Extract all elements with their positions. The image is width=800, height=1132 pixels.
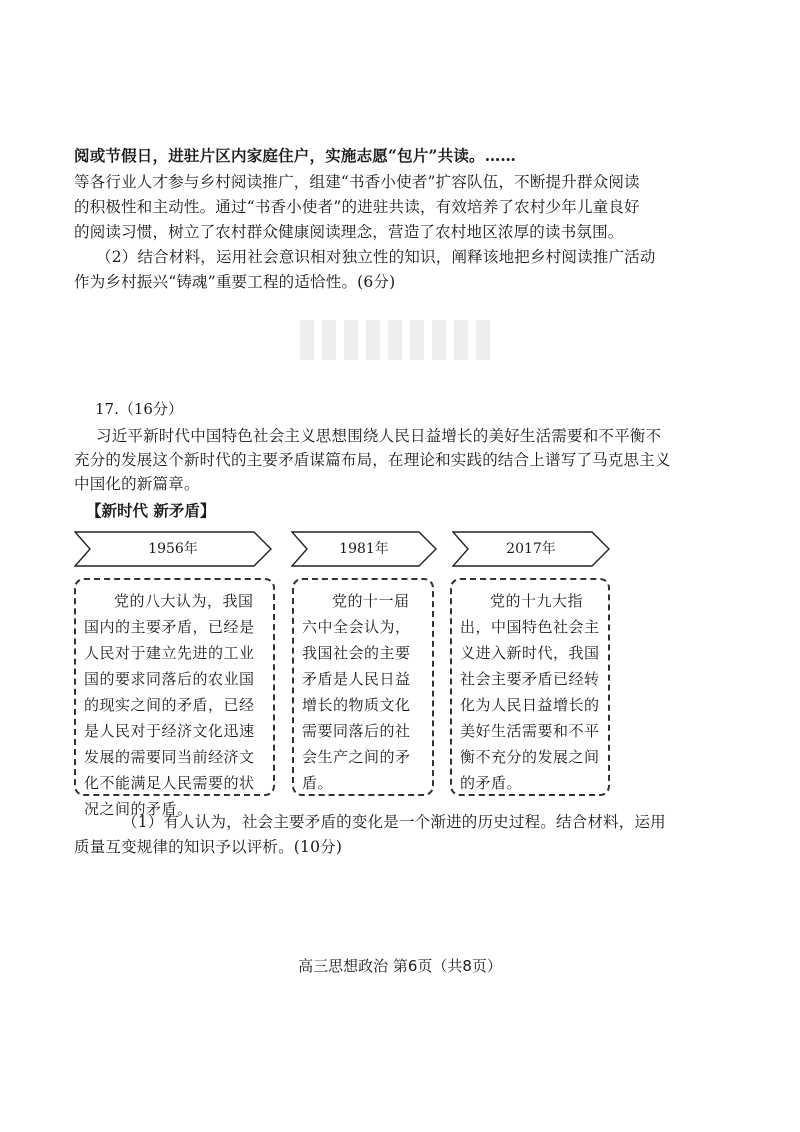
question-17-number: 17.（16分） <box>95 400 183 418</box>
timeline-arrow-1956 <box>74 531 272 567</box>
question-2-line-2: 作为乡村振兴“铸魂”重要工程的适恰性。(6分) <box>74 273 396 291</box>
page-footer: 高三思想政治 第6页（共8页） <box>298 957 502 975</box>
intro-line-2: 等各行业人才参与乡村阅读推广，组建“书香小使者”扩容队伍，不断提升群众阅读 <box>74 173 640 191</box>
timeline-year-1981: 1981年 <box>339 541 389 557</box>
timeline-box-1956 <box>74 578 275 818</box>
question-2-line-1: （2）结合材料，运用社会意识相对独立性的知识，阐释该地把乡村阅读推广活动 <box>96 248 656 266</box>
bleed-through-mark <box>300 320 490 360</box>
q17-intro-line-1: 习近平新时代中国特色社会主义思想围绕人民日益增长的美好生活需要和不平衡不 <box>96 427 662 445</box>
intro-line-3: 的积极性和主动性。通过“书香小使者”的进驻共读，有效培养了农村少年儿童良好 <box>74 198 640 216</box>
q17-intro-line-2: 充分的发展这个新时代的主要矛盾谋篇布局，在理论和实践的结合上谱写了马克思主义 <box>74 451 671 469</box>
timeline-year-1956: 1956年 <box>148 541 198 557</box>
section-label: 【新时代 新矛盾】 <box>86 501 216 520</box>
intro-line-4: 的阅读习惯，树立了农村群众健康阅读理念，营造了农村地区浓厚的读书氛围。 <box>74 223 624 241</box>
q17-intro-line-3: 中国化的新篇章。 <box>74 475 200 493</box>
timeline-text-1981: 党的十一届六中全会认为，我国社会的主要矛盾是人民日益增长的物质文化需要同落后的社会生产之间的矛盾。 <box>302 592 411 792</box>
question-17-1-line-1: （1）有人认为，社会主要矛盾的变化是一个渐进的历史过程。结合材料，运用 <box>122 813 666 831</box>
timeline-arrow-2017 <box>452 531 610 567</box>
question-17-1-line-2: 质量互变规律的知识予以评析。(10分) <box>74 838 343 856</box>
timeline-arrow-1981 <box>291 531 437 567</box>
timeline-year-2017: 2017年 <box>506 541 556 557</box>
timeline-box-2017 <box>450 578 610 796</box>
timeline-box-1981 <box>292 578 434 796</box>
timeline-text-2017: 党的十九大指出，中国特色社会主义进入新时代，我国社会主要矛盾已经转化为人民日益增长的美好生活需要和不平衡不充分的发展之间的矛盾。 <box>460 592 600 792</box>
intro-line-1: 阅或节假日，进驻片区内家庭住户，实施志愿“包片”共读。…… <box>74 146 517 165</box>
timeline-text-1956: 党的八大认为，我国国内的主要矛盾，已经是人民对于建立先进的工业国的要求同落后的农业国的现实之间的矛盾，已经是人民对于经济文化迅速发展的需要同当前经济文化不能满足人民需要的状况之间的矛盾。 <box>84 592 255 818</box>
